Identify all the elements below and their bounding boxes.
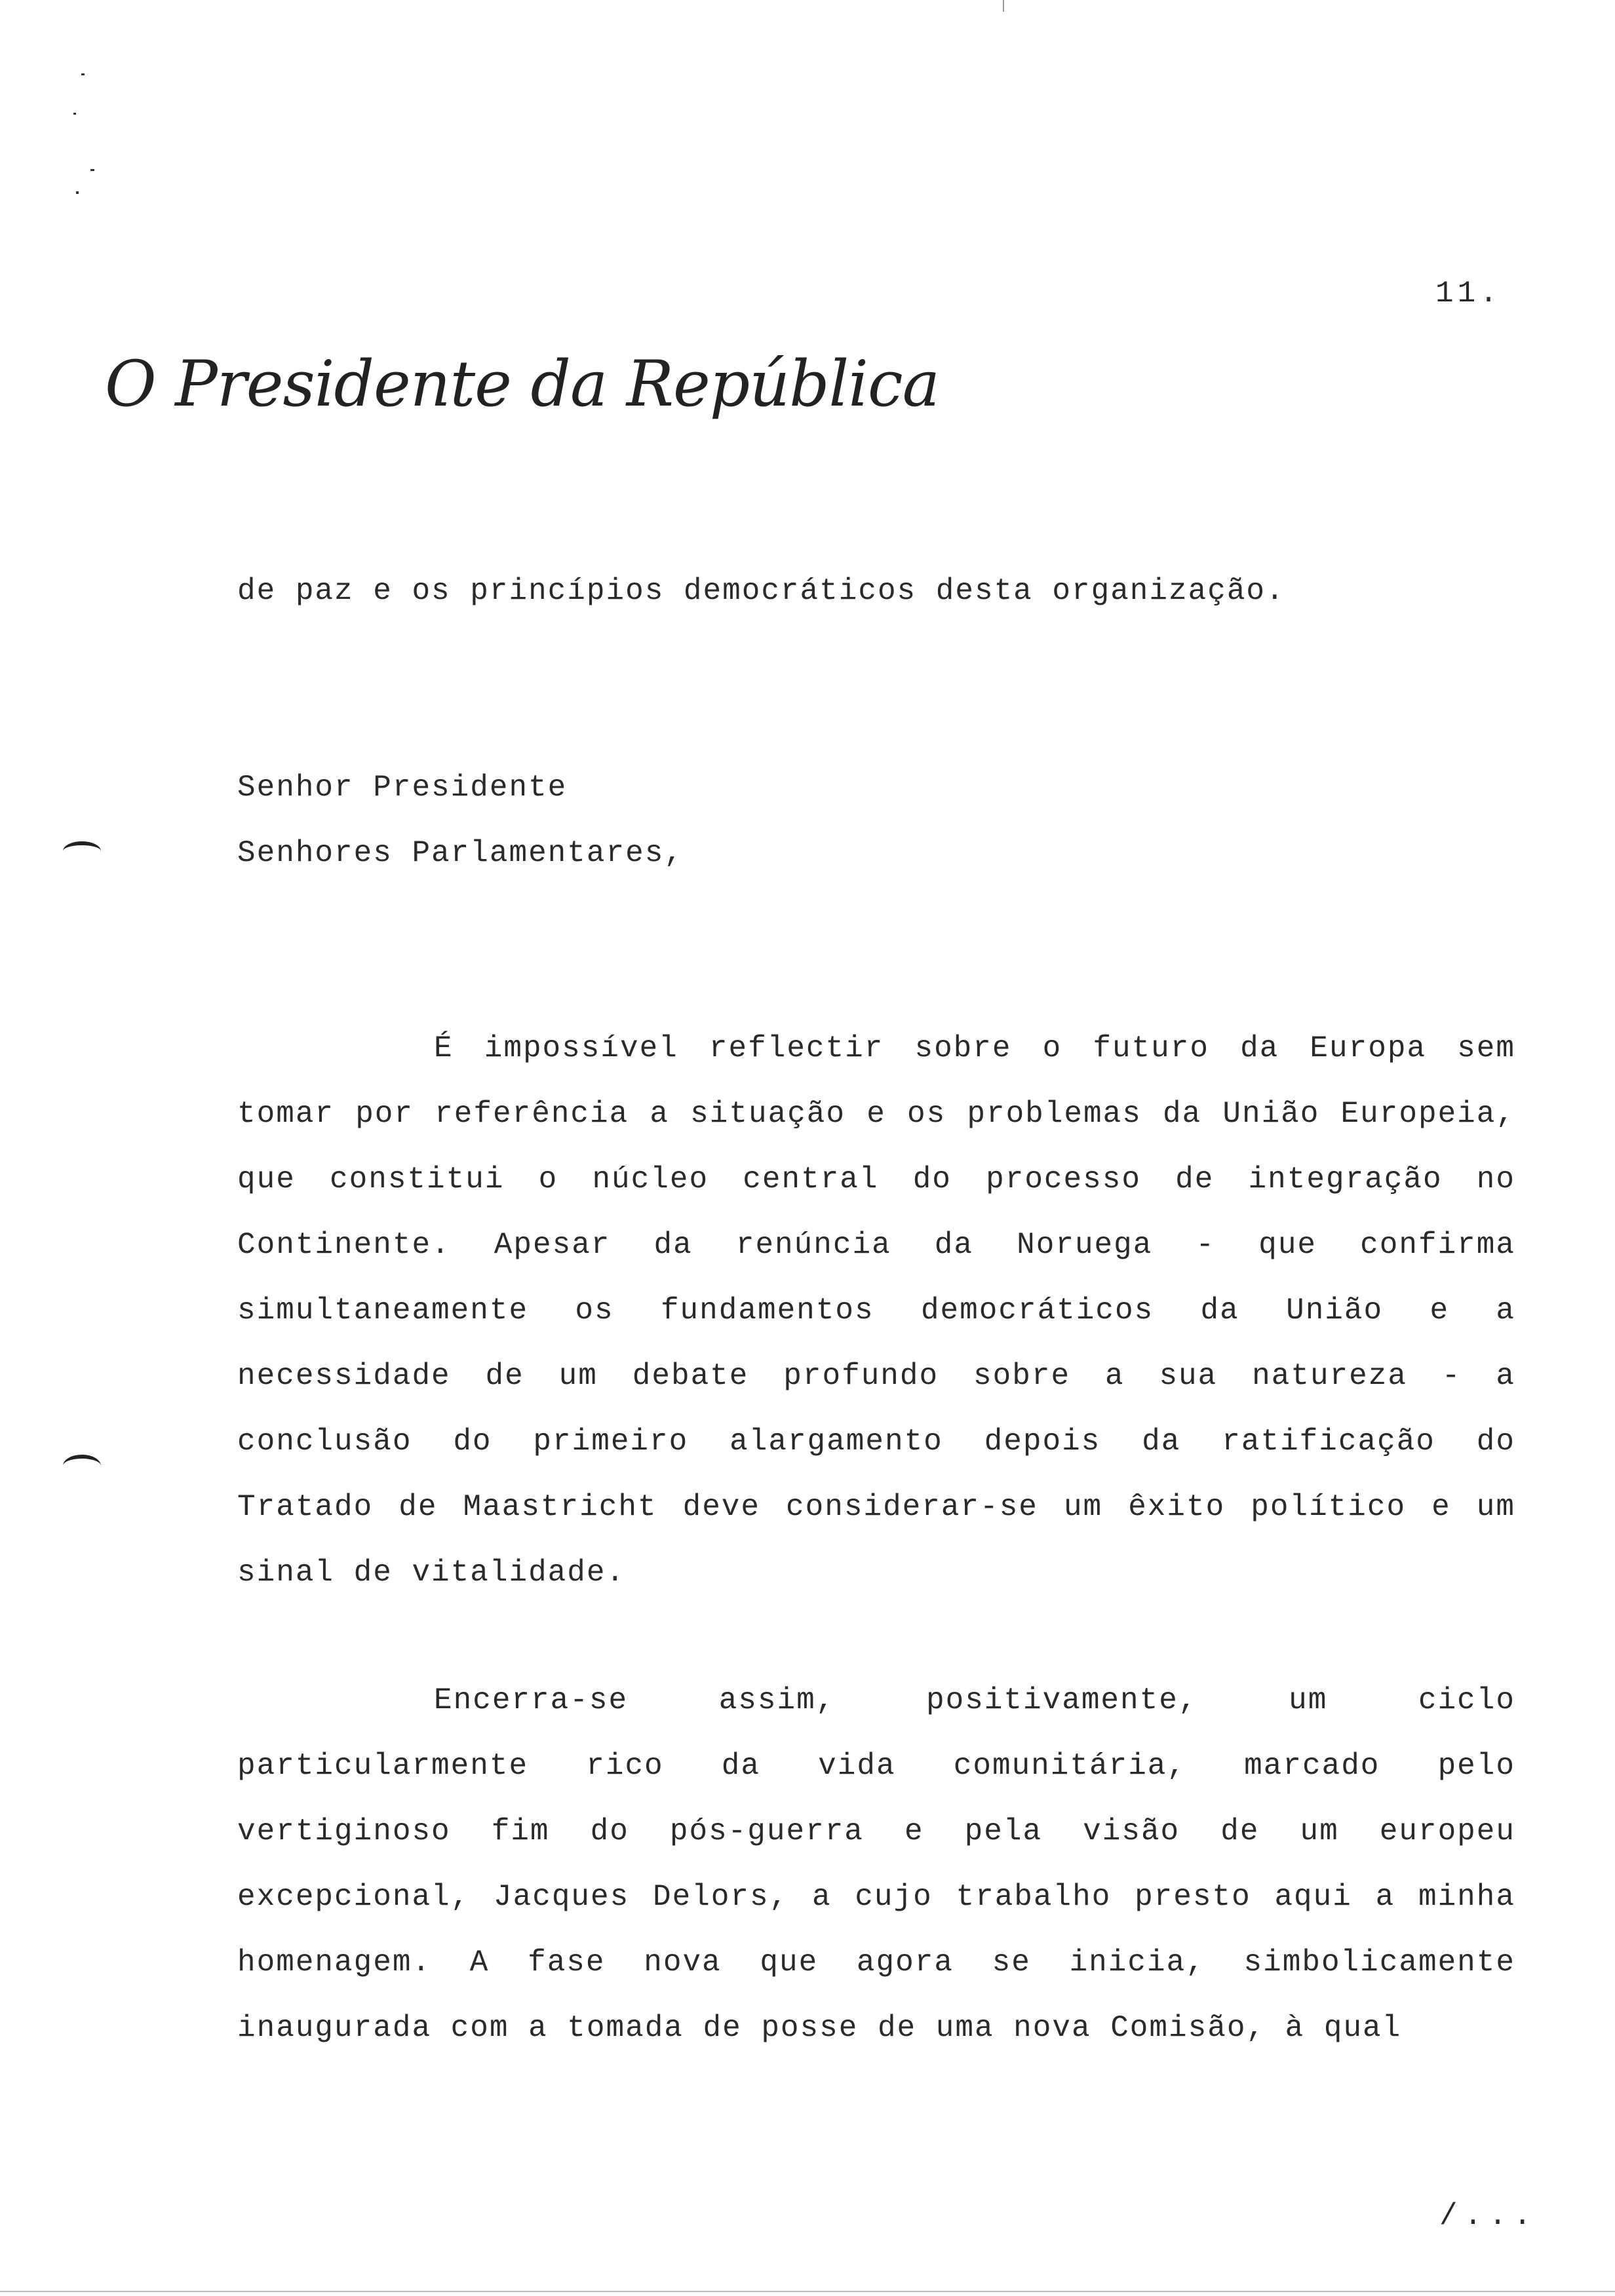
punch-hole-mark [63, 1455, 101, 1477]
scan-dot [1003, 0, 1004, 12]
scan-dot [90, 169, 94, 171]
salutation-line-2: Senhores Parlamentares, [237, 836, 684, 870]
continuation-mark: /... [1439, 2199, 1538, 2233]
scan-dot [81, 73, 85, 75]
scan-dot [76, 191, 79, 194]
scan-dot [73, 113, 76, 115]
paragraph: É impossível reflectir sobre o futuro da Europa sem tomar por referência a situação e os problemas da União Europeia, que constitui o núcleo central do processo de integração no Continente. Apesar da renúncia da Noruega - que confirma simultaneamente os fundamentos democráticos da União e a necessidade de um debate profundo sobre a sua natureza - a conclusão do primeiro alargamento depois da ratificação do Tratado de Maastricht deve considerar-se um êxito político e um sinal de vitalidade. [237, 1031, 1515, 1590]
salutation-line-1: Senhor Presidente [237, 771, 568, 805]
paragraph: Encerra-se assim, positivamente, um ciclo particularmente rico da vida comunitária, marcado pelo vertiginoso fim do pós-guerra e pela visão de um europeu excepcional, Jacques Delors, a cujo trabalho presto aqui a minha homenagem. A fase nova que agora se inicia, simbolicamente inaugurada com a tomada de posse de uma nova Comisão, à qual [237, 1683, 1515, 2045]
punch-hole-mark [63, 841, 101, 861]
page-number: 11. [1435, 277, 1502, 311]
page-bottom-edge [0, 2291, 1615, 2292]
letterhead: O Presidente da República [105, 347, 939, 421]
opening-line: de paz e os princípios democráticos desta organização. [237, 574, 1285, 608]
